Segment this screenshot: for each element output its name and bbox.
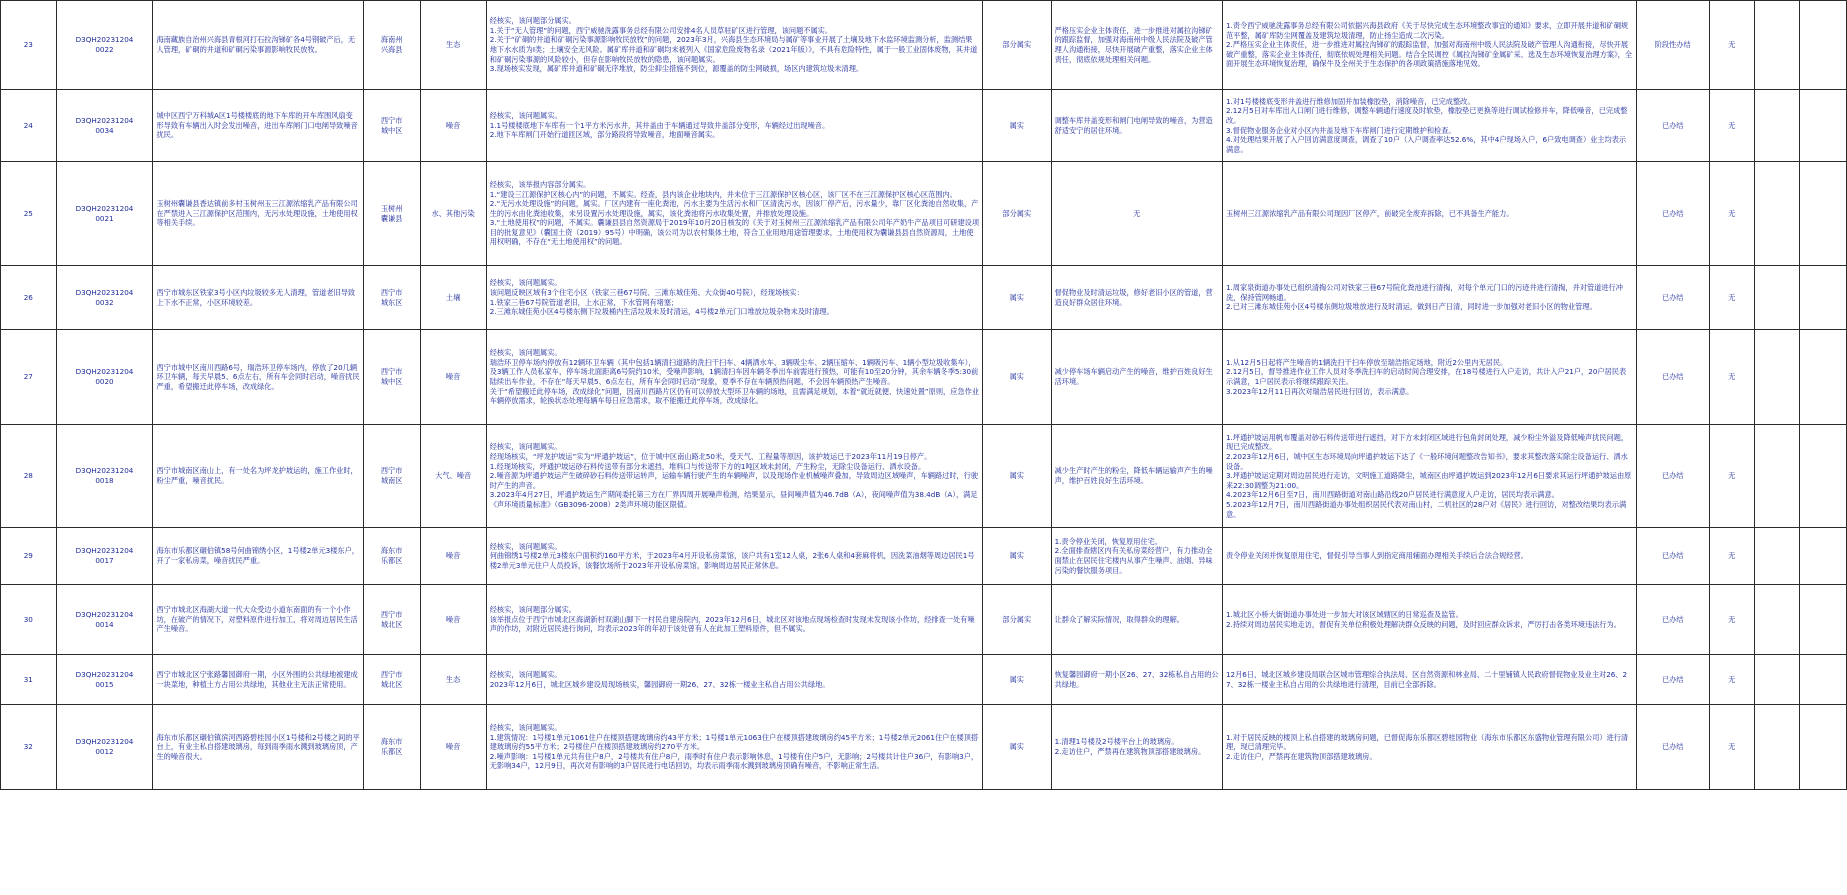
verify-cell: 经核实，该问题属实。 该问题反映区域有3个住宅小区（铁家三巷67号院、三滩东城佳苑、大众街40号院），经现场核实： 1.铁家三巷67号院管道老旧，上水正常，下水管网有堵塞； 2.三滩东城佳苑小区4号楼东侧下垃圾桶内生活垃圾未及时清运，4号楼2单元门口堆放垃圾杂物未及时清理。 <box>486 266 982 330</box>
measures-cell: 1.坪通护坡运用帆布覆盖对砂石料传送带进行遮挡，对下方未封闭区域进行包角封闭处理，减少粉尘外溢及降低噪声扰民问题，现已完成整改。 2.2023年12月6日，城中区生态环境局向坪通护坡运下达了《一般环境问题整改告知书》，要求其整改落实除尘设备运行、洒水设备。 3.坪通护坡运定期对周边居民进行走访，文明施工道路降尘，城南区由坪通护坡运到2023年12月6日要求其运行坪通护坡运由原来22:30调整为21:00。 4.2023年12月6日至7日，南川西路街道对南山路沿线20户居民进行满意度入户走访，居民均表示满意。 5.2023年12月7日，南川西路街道办事处组织居民代表对南山村，二机社区的28户对《居民》进行回访，对整改结果均表示满意。 <box>1222 425 1636 528</box>
handling-cell: 调整车库井盖变形和闸门电闸导致的噪音，为营造舒适安宁的居住环境。 <box>1051 90 1222 162</box>
table-row <box>1 585 1847 655</box>
handling-cell: 1.清理1号楼及2号楼平台上的玻璃房。 2.走访住户，严禁再在建筑物顶部搭建玻璃房。 <box>1051 705 1222 790</box>
measures-cell: 1.城北区小桥大街街道办事处进一步加大对该区域辖区的日常巡查及监管。 2.持续对周边居民实地走访，督促有关单位积极处理解决群众反映的问题，及时回应群众诉求，严厉打击各类环境违法行为。 <box>1222 585 1636 655</box>
measures-cell: 1.对于居民反映的楼顶上私自搭建的玻璃房问题，已督促海东乐都区碧桂园物业（海东市乐都区东盛物业管理有限公司）进行清理，现已清理完毕。 2.走访住户，严禁再在建筑物顶部搭建玻璃房。 <box>1222 705 1636 790</box>
empty-cell <box>1799 330 1846 425</box>
type-cell: 噪音 <box>420 705 486 790</box>
verify-cell: 经核实，该问题部分属实。 该举报点位于西宁市城北区海湖新村双湖山脚下一村民自建房院内，2023年12月6日，城北区对该地点现场检查时发现未发现该小作坊，经排查一处有噪声的作坊，对附近居民进行询问，均表示2023年的年初于该处曾有人在此加工塑料原件，但不属实。 <box>486 585 982 655</box>
issue-cell: 西宁市城东区铁家3号小区内垃圾较多无人清理，管道老旧导致上下水不正常，小区环境较差。 <box>153 266 363 330</box>
measures-cell: 玉树州三江源浓缩乳产品有限公司现因厂区停产，前破完全废弃拆除，已不具备生产能力。 <box>1222 162 1636 266</box>
verify-cell: 经核实，该问题属实。 经现场核实，“坪龙护坡运”实为“坪通护坡运”，位于城中区南山路北50米，受天气、工程量等原因，该护坡运已于2023年11月19日停产。 1.经现场核实，坪通护坡运砂石料传送带有部分未遮挡，堆料口与传送带下方的1吨区域未封闭，产生粉尘，无除尘设备运行、洒水设备。 2.噪音源为坪通护坡运产生破碎砂石料传送带运转声，运输车辆行驶产生的车辆噪声，以及现场作业机械噪声叠加，导致周边区域噪声，车辆路过时，行驶时产生的声音。 3.2023年4月27日，坪通护坡运生产期间委托第三方在厂界四周开展噪声检测，结果显示，昼间噪声值为46.7dB（A），夜间噪声值为38.4dB（A），满足《声环境质量标准》（GB3096-2008）2类声环境功能区限值。 <box>486 425 982 528</box>
measures-cell: 12月6日，城北区城乡建设局联合区城市管理综合执法局、区自然资源和林业局、二十里铺镇人民政府督促物业及业主对26、27、32栋一楼业主私自占用的公共绿地进行清理，目前已全部拆除。 <box>1222 655 1636 705</box>
region-cell: 西宁市 城东区 <box>363 266 420 330</box>
conclusion-cell: 属实 <box>983 705 1052 790</box>
status-cell: 已办结 <box>1636 655 1709 705</box>
issue-cell: 西宁市城南区南山上，有一处名为坪龙护坡运的，施工作业时，粉尘严重，噪音扰民。 <box>153 425 363 528</box>
empty-cell <box>1754 425 1799 528</box>
accountability-cell: 无 <box>1709 528 1754 585</box>
conclusion-cell: 属实 <box>983 425 1052 528</box>
region-cell: 海东市 乐都区 <box>363 705 420 790</box>
issue-cell: 海东市乐都区碾伯镇58号何曲锦绣小区，1号楼2单元3楼东户，开了一家私房菜，噪音扰民严重。 <box>153 528 363 585</box>
empty-cell <box>1754 1 1799 90</box>
status-cell: 已办结 <box>1636 585 1709 655</box>
status-cell: 已办结 <box>1636 705 1709 790</box>
table-row <box>1 528 1847 585</box>
type-cell: 噪音 <box>420 585 486 655</box>
accountability-cell: 无 <box>1709 266 1754 330</box>
empty-cell <box>1754 585 1799 655</box>
empty-cell <box>1754 330 1799 425</box>
status-cell: 已办结 <box>1636 266 1709 330</box>
issue-cell: 西宁市城中区南川西路6号，瑞浩环卫停车场内，停放了20几辆环卫车辆，每天早晨5、6点左右，所有车会同时启动，噪音扰民严重，希望搬迁此停车场，改成绿化。 <box>153 330 363 425</box>
measures-cell: 1.周家泉街道办事处已组织清掏公司对铁家三巷67号院化粪池进行清掏，对每个单元门口的污迹井进行清掏，并对管道进行冲洗，保持管网畅通。 2.已对三滩东城佳苑小区4号楼东侧垃圾堆放进行及时清运，做到日产日清，同时进一步加强对老旧小区的物业管理。 <box>1222 266 1636 330</box>
row-number: 29 <box>1 528 57 585</box>
case-code: D3QH20231204 0020 <box>56 330 153 425</box>
issue-cell: 西宁市城北区海湖大道一代大众受边小道东南面的有一个小作坊，在破产的情况下，对塑料原件进行加工，将对周边居民生活产生噪音。 <box>153 585 363 655</box>
measures-cell: 责令停业关闭并恢复原用住宅，督促引导当事人到指定商用辅面办理相关手续后合法合规经营。 <box>1222 528 1636 585</box>
handling-cell: 减少停车场车辆启动产生的噪音，维护百姓良好生活环境。 <box>1051 330 1222 425</box>
verify-cell: 经核实，该问题部分属实。 1.关于“无人管理”的问题，西宁威驰洗露事务总经有限公司安排4名人员草驻矿区进行管理，该问题不属实。 2.关于“矿硐的井道和矿硐污染事源影响牧民放牧”的问题，2023年3月，兴海县生态环境局与属矿等事业开展了土壤及地下水监环境监测分析，监测结果地下水水质为Ⅰ类；土壤安全无风险。属矿库井道和矿硐均未被列入《国家危险废物名录（2021年版）》，不具有危险特性，属于一般工业固体废物，其井道和矿硐污染事源的风险较小，但存在影响牧民放牧的隐患，该问题属实。 3.现场核实发现，属矿库井道和矿硐无序堆放，防尘抑尘措施不到位，源覆盖的防尘网破损，场区内建筑垃圾未清理。 <box>486 1 982 90</box>
conclusion-cell: 属实 <box>983 330 1052 425</box>
handling-cell: 1.责令停业关闭，恢复原用住宅。 2.全面排查辖区内有关私房菜经营户，有力推动全面禁止在居民住宅楼内从事产生噪声、油烟、异味污染的餐饮服务项目。 <box>1051 528 1222 585</box>
conclusion-cell: 部分属实 <box>983 1 1052 90</box>
status-cell: 已办结 <box>1636 162 1709 266</box>
empty-cell <box>1754 528 1799 585</box>
issue-cell: 海东市乐都区碾伯镇滨河西路碧桂园小区1号楼和2号楼之间的平台上，有业主私自搭建玻璃房，每到雨季雨水溅到玻璃房顶，产生的噪音很大。 <box>153 705 363 790</box>
region-cell: 西宁市 城北区 <box>363 585 420 655</box>
verify-cell: 经核实，该问题属实。 1.建筑情况：1号楼1单元1061住户在楼顶搭建玻璃房约43平方米；1号楼1单元1063住户在楼顶搭建玻璃房约45平方米；1号楼2单元2061住户在楼顶搭建玻璃房约55平方米；2号楼住户在楼顶搭建玻璃房约270平方米。 2.噪声影响：1号楼1单元共有住户8户，2号楼共有住户8户，雨季时有住户表示影响休息，1号楼有住户5户，无影响；2号楼共计住户36户，有影响3户，无影响34户，12月9日，再次对有影响的3户居民进行电话回访，均表示雨季雨水溅到玻璃房顶确有噪音，不影响正常生活。 <box>486 705 982 790</box>
empty-cell <box>1799 162 1846 266</box>
issue-cell: 城中区西宁万科城A区1号楼楼底的地下车库的开车库围风扇变形导致有车辆出入时会发出噪音，进出车库闸门口电闸导致噪音扰民。 <box>153 90 363 162</box>
case-code: D3QH20231204 0017 <box>56 528 153 585</box>
status-cell: 阶段性办结 <box>1636 1 1709 90</box>
conclusion-cell: 属实 <box>983 528 1052 585</box>
empty-cell <box>1799 1 1846 90</box>
measures-cell: 1.从12月5日起将产生噪音的1辆洗扫干扫车停放至瑞浩指定场地，附近2公里内无居民。 2.12月5日，督导推进作业工作人员对冬季洗扫车的启动时间合理安排，在18号楼进行入户走访，共计入户21户，20户居民表示满意，1户居民表示将继续跟踪关注。 3.2023年12月11日再次对瑞浩居民进行回访，表示满意。 <box>1222 330 1636 425</box>
status-cell: 已办结 <box>1636 330 1709 425</box>
table-row <box>1 655 1847 705</box>
type-cell: 水、其他污染 <box>420 162 486 266</box>
case-code: D3QH20231204 0018 <box>56 425 153 528</box>
empty-cell <box>1799 585 1846 655</box>
empty-cell <box>1799 655 1846 705</box>
case-code: D3QH20231204 0034 <box>56 90 153 162</box>
empty-cell <box>1799 425 1846 528</box>
handling-cell: 恢复馨园御府一期小区26、27、32栋私自占用的公共绿地。 <box>1051 655 1222 705</box>
empty-cell <box>1799 528 1846 585</box>
verify-cell: 经核实，该举报内容部分属实。 1.“建设三江源保护区核心内”的问题，不属实。经查，县内该企业地块内，并未位于三江源保护区核心区，该厂区不在三江源保护区核心区范围内。 2.“无污水处理设施”的问题，属实。厂区内建有一座化粪池，污水主要为生活污水和厂区清洗污水，因该厂停产后，污水量少，靠厂区化粪池自然收集，产生的污水由化粪池收集，未另设置污水处理设施，属实，该化粪池将污水收集处置，并排放处理设施。 3.“土地使用权”的问题，不属实。囊谦县县自然资源局于2019年10月20日核发的《关于对玉树州三江源浓缩乳产品有限公司年产奶牛产品项目可研建设项目的批复意见》（囊国土资（2019）95号）中明确，该公司为以农村集体土地，符合工业用地用途管理要求，土地使用权为囊谦县县自然资源局，土地使用权明确，不存在“无土地使用权”的问题。 <box>486 162 982 266</box>
case-code: D3QH20231204 0021 <box>56 162 153 266</box>
issue-cell: 玉树州囊谦县香达镇前多村玉树州玉三江源浓缩乳产品有限公司在严禁进入三江源保护区范围内，无污水处理设施，土地使用权等相关手续。 <box>153 162 363 266</box>
case-code: D3QH20231204 0032 <box>56 266 153 330</box>
accountability-cell: 无 <box>1709 162 1754 266</box>
row-number: 28 <box>1 425 57 528</box>
accountability-cell: 无 <box>1709 425 1754 528</box>
table-row <box>1 705 1847 790</box>
conclusion-cell: 属实 <box>983 655 1052 705</box>
handling-cell: 严格压实企业主体责任，进一步推进对属拉沟锑矿的跟踪监督，加强对海南州中级人民法院及破产管理人沟通衔接，尽快开展破产重整，落实企业主体责任，彻底依规处理相关问题。 <box>1051 1 1222 90</box>
table-row <box>1 266 1847 330</box>
table-body <box>1 1 1847 790</box>
region-cell: 玉树州 囊谦县 <box>363 162 420 266</box>
handling-cell: 督促物业及时清运垃圾，修好老旧小区的管道，营造良好群众居住环境。 <box>1051 266 1222 330</box>
region-cell: 西宁市 城中区 <box>363 330 420 425</box>
region-cell: 海东市 乐都区 <box>363 528 420 585</box>
conclusion-cell: 属实 <box>983 90 1052 162</box>
type-cell: 生态 <box>420 1 486 90</box>
verify-cell: 经核实，该问题属实。 2023年12月6日，城北区城乡建设局现场核实，馨园御府一期26、27、32栋一楼业主私自占用公共绿地。 <box>486 655 982 705</box>
row-number: 24 <box>1 90 57 162</box>
accountability-cell: 无 <box>1709 1 1754 90</box>
table-row <box>1 425 1847 528</box>
case-code: D3QH20231204 0015 <box>56 655 153 705</box>
row-number: 23 <box>1 1 57 90</box>
accountability-cell: 无 <box>1709 585 1754 655</box>
empty-cell <box>1754 266 1799 330</box>
empty-cell <box>1799 266 1846 330</box>
type-cell: 噪音 <box>420 330 486 425</box>
accountability-cell: 无 <box>1709 705 1754 790</box>
status-cell: 已办结 <box>1636 90 1709 162</box>
conclusion-cell: 属实 <box>983 266 1052 330</box>
issue-cell: 西宁市城北区宁张路馨园御府一期，小区外围的公共绿地被建成一块菜地，种植土方占用公共绿地，其他业主无法正常使用。 <box>153 655 363 705</box>
type-cell: 土壤 <box>420 266 486 330</box>
row-number: 32 <box>1 705 57 790</box>
type-cell: 大气、噪音 <box>420 425 486 528</box>
type-cell: 生态 <box>420 655 486 705</box>
empty-cell <box>1754 655 1799 705</box>
conclusion-cell: 部分属实 <box>983 162 1052 266</box>
accountability-cell: 无 <box>1709 330 1754 425</box>
measures-cell: 1.责令西宁威驰洗露事务总经有限公司依据兴海县政府《关于尽快完成生态环境整改事宜的通知》要求，立即开展井道和矿硐规范平整，属矿库防尘网覆盖及建筑垃圾清理，防止扬尘造成二次污染。 2.严格压实企业主体责任，进一步推进对属拉沟锑矿的跟踪监督，加强对海南州中级人民法院及破产管理人沟通衔接，尽快开展破产重整，落实企业主体责任，彻底依规处理相关问题。结合全民调控《属拉沟锑矿金属矿采、选及生态环境恢复治理方案》，全面开展生态环境恢复治理，确保牛及全州关于生态保护的各项政策措施落地见效。 <box>1222 1 1636 90</box>
handling-cell: 减少生产时产生的粉尘，降低车辆运输声产生的噪声，维护百姓良好生活环境。 <box>1051 425 1222 528</box>
empty-cell <box>1754 705 1799 790</box>
region-cell: 西宁市 城北区 <box>363 655 420 705</box>
case-code: D3QH20231204 0014 <box>56 585 153 655</box>
handling-cell: 让群众了解实际情况，取得群众的理解。 <box>1051 585 1222 655</box>
handling-cell: 无 <box>1051 162 1222 266</box>
type-cell: 噪音 <box>420 90 486 162</box>
conclusion-cell: 部分属实 <box>983 585 1052 655</box>
empty-cell <box>1799 705 1846 790</box>
table-row <box>1 330 1847 425</box>
region-cell: 西宁市 城中区 <box>363 90 420 162</box>
table-row <box>1 162 1847 266</box>
empty-cell <box>1754 90 1799 162</box>
case-code: D3QH20231204 0012 <box>56 705 153 790</box>
measures-cell: 1.对1号楼楼底变形井盖进行维修加固并加装橡胶垫，消除噪音，已完成整改。 2.12月5日对车库出入口闸门进行维修，调整车辆通行速度及时软垫，橡胶垫已更换等进行调试检修并车，降低噪音，已完成整改。 3.督促物业服务企业对小区内井盖及地下车库闸门进行定期维护和检查。 4.对处理结果开展了入户回访满意度调查，调查了10户（入户调查率达52.6%，其中4户现场入户，6户致电调查）业主均表示满意。 <box>1222 90 1636 162</box>
empty-cell <box>1799 90 1846 162</box>
row-number: 30 <box>1 585 57 655</box>
row-number: 31 <box>1 655 57 705</box>
type-cell: 噪音 <box>420 528 486 585</box>
verify-cell: 经核实，该问题属实。 1.1号楼楼底地下车库有一个1平方米污水井，其井盖由于车辆通过导致井盖部分变形，车辆经过出现噪音。 2.地下车库闸门开始行道匝区域，部分路段将导致噪音，地面噪音属实。 <box>486 90 982 162</box>
region-cell: 海南州 兴海县 <box>363 1 420 90</box>
table-row <box>1 1 1847 90</box>
row-number: 27 <box>1 330 57 425</box>
issue-cell: 海南藏族自治州兴海县青根河打石拉沟锑矿各4号钢破产后，无人管理，矿硐的井道和矿硐污染事源影响牧民放牧。 <box>153 1 363 90</box>
status-cell: 已办结 <box>1636 425 1709 528</box>
case-code: D3QH20231204 0022 <box>56 1 153 90</box>
accountability-cell: 无 <box>1709 90 1754 162</box>
verify-cell: 经核实，该问题属实。 瑞浩环卫停车场内停放有12辆环卫车辆（其中包括1辆清扫道路的洗扫干扫车、4辆洒水车、3辆吸尘车、2辆压缩车、1辆吸污车、1辆小型垃圾收集车），及3辆工作人员私家车，停车场北面距离6号院约10米，受噪声影响，1辆清扫车因车辆冬季出车前需进行预热，可能有10至20分钟，其余车辆冬季5:30前陆续出车作业，不存在“每天早晨5、6点左右，所有车会同时启动”现象，夏季不存在车辆预热问题，不会因车辆预热产生噪音。 关于“希望搬迁此停车场，改成绿化”问题，因南川西路片区仍有可以停放大型环卫车辆的场地，且需满足规划，本着“就近就便、快速处置”原则，应急作业车辆停放需求，轮换状态处理每辆车每日应急需求，取不能搬迁此停车场，改成绿化。 <box>486 330 982 425</box>
accountability-cell: 无 <box>1709 655 1754 705</box>
table-row <box>1 90 1847 162</box>
empty-cell <box>1754 162 1799 266</box>
verify-cell: 经核实，该问题属实。 何曲锦绣1号楼2单元3楼东户面积约160平方米，于2023年4月开设私房菜馆，该户共有1室12人桌，2张6人桌和4套麻将机，因洗菜油烟等周边居民1号楼2单元3单元住户人员投诉，该餐饮场所于2023年开设私房菜馆，影响周边居民正常休息。 <box>486 528 982 585</box>
row-number: 25 <box>1 162 57 266</box>
region-cell: 西宁市 城南区 <box>363 425 420 528</box>
row-number: 26 <box>1 266 57 330</box>
status-cell: 已办结 <box>1636 528 1709 585</box>
